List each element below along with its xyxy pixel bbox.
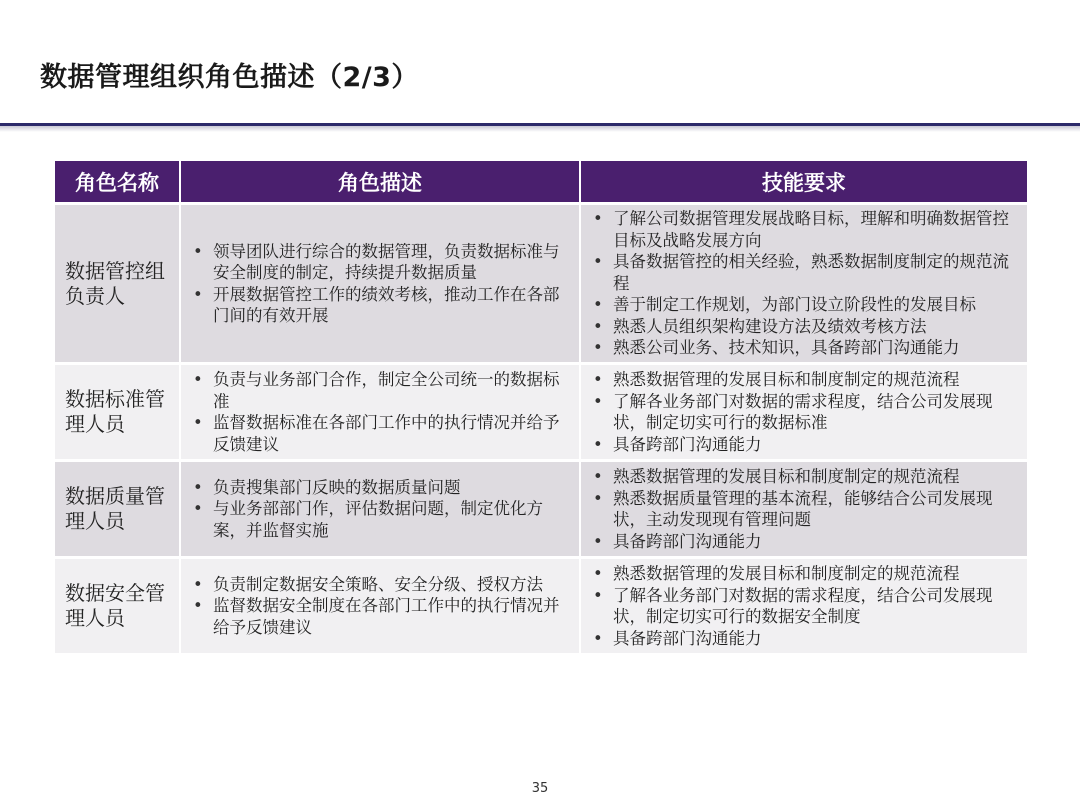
description-item: • 领导团队进行综合的数据管理，负责数据标准与安全制度的制定，持续提升数据质量 [191,241,569,284]
skill-item: • 了解公司数据管理发展战略目标，理解和明确数据管控目标及战略发展方向 [591,208,1017,251]
table-row [55,364,1027,461]
skill-item: • 熟悉数据质量管理的基本流程，能够结合公司发展现状，主动发现现有管理问题 [591,488,1017,531]
page-title: 数据管理组织角色描述（2/3） [40,62,419,93]
table-row [55,461,1027,558]
description-item: • 监督数据安全制度在各部门工作中的执行情况并给予反馈建议 [191,595,569,638]
header-role-name: 角色名称 [55,161,180,204]
skill-item: • 了解各业务部门对数据的需求程度，结合公司发展现状，制定切实可行的数据标准 [591,391,1017,434]
skill-requirements-cell [580,461,1027,558]
table-row [55,204,1027,364]
skill-item: • 具备跨部门沟通能力 [591,628,1017,650]
description-item: • 负责与业务部门合作，制定全公司统一的数据标准 [191,369,569,412]
page-number: 35 [531,781,549,796]
skill-item: • 具备数据管控的相关经验，熟悉数据制度制定的规范流程 [591,251,1017,294]
role-name: 数据安全管理人员 [55,558,180,655]
skill-item: • 熟悉数据管理的发展目标和制度制定的规范流程 [591,369,1017,391]
description-item: • 负责制定数据安全策略、安全分级、授权方法 [191,574,569,596]
role-description-cell [180,364,580,461]
role-name: 数据标准管理人员 [55,364,180,461]
role-name: 数据管控组负责人 [55,204,180,364]
skill-item: • 熟悉数据管理的发展目标和制度制定的规范流程 [591,563,1017,585]
table-header-row [55,161,1027,204]
skill-item: • 具备跨部门沟通能力 [591,531,1017,553]
role-description-cell [180,204,580,364]
role-description-cell [180,461,580,558]
description-item: • 开展数据管控工作的绩效考核，推动工作在各部门间的有效开展 [191,284,569,327]
description-item: • 监督数据标准在各部门工作中的执行情况并给予反馈建议 [191,412,569,455]
header-role-description: 角色描述 [180,161,580,204]
role-description-cell [180,558,580,655]
skill-item: • 具备跨部门沟通能力 [591,434,1017,456]
description-item: • 与业务部部门作，评估数据问题，制定优化方案，并监督实施 [191,498,569,541]
skill-requirements-cell [580,204,1027,364]
skill-item: • 善于制定工作规划，为部门设立阶段性的发展目标 [591,294,1017,316]
title-divider-shadow [0,126,1080,132]
skill-item: • 了解各业务部门对数据的需求程度，结合公司发展现状，制定切实可行的数据安全制度 [591,585,1017,628]
table-row [55,558,1027,655]
skill-item: • 熟悉公司业务、技术知识，具备跨部门沟通能力 [591,337,1017,359]
description-item: • 负责搜集部门反映的数据质量问题 [191,477,569,499]
skill-requirements-cell [580,558,1027,655]
role-table [55,161,1027,656]
skill-item: • 熟悉数据管理的发展目标和制度制定的规范流程 [591,466,1017,488]
role-name: 数据质量管理人员 [55,461,180,558]
skill-item: • 熟悉人员组织架构建设方法及绩效考核方法 [591,316,1017,338]
skill-requirements-cell [580,364,1027,461]
header-skill-requirements: 技能要求 [580,161,1027,204]
